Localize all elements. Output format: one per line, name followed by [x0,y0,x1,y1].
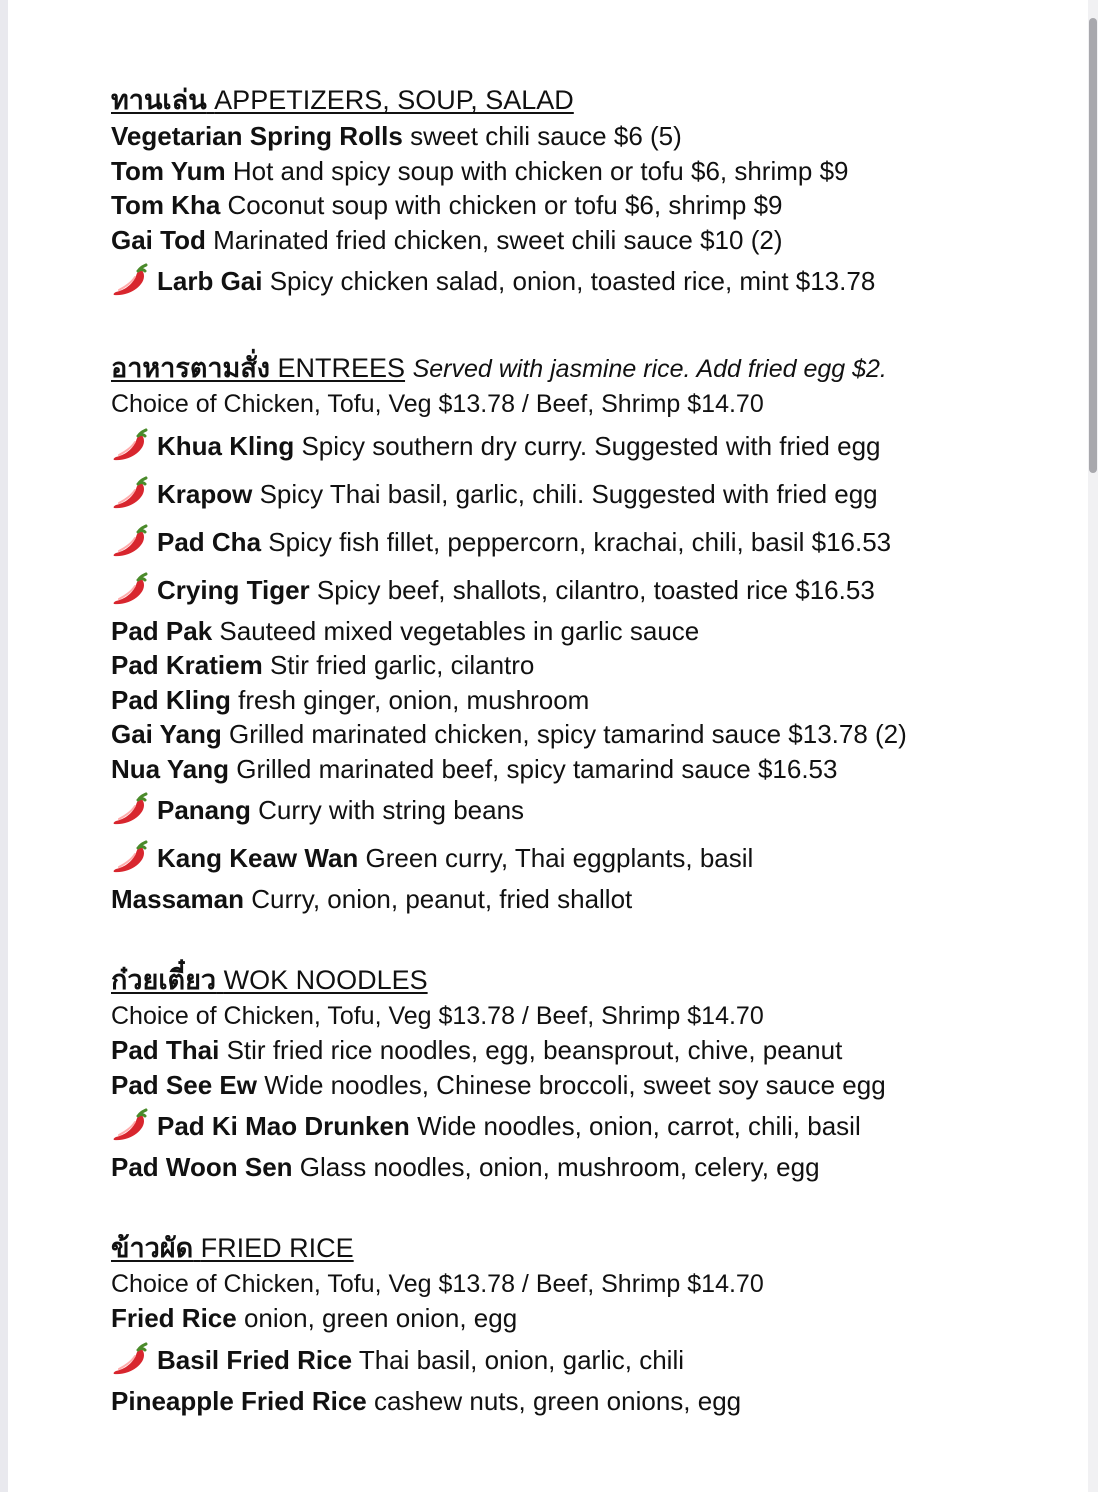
menu-item [111,257,1071,305]
menu-item-description: Marinated fried chicken, sweet chili sauce $10 (2) [213,224,783,255]
section-title [111,1233,354,1263]
menu-item-description: Spicy beef, shallots, cilantro, toasted rice $16.53 [316,574,875,605]
menu-item-description: Wide noodles, onion, carrot, chili, basil [417,1111,861,1141]
menu-item-description: Spicy Thai basil, garlic, chili. Suggested with fried egg [259,478,878,509]
menu-item-name: Crying Tiger [157,574,310,605]
section-english-title: ENTREES [277,353,406,383]
menu-item-text [111,616,699,646]
menu-item-description: Coconut soup with chicken or tofu $6, shrimp $9 [227,190,783,220]
menu-item-name: Pad Woon Sen [111,1152,293,1182]
menu-item-text [111,719,907,749]
section-title [111,965,428,995]
section-gap [111,1185,1071,1230]
section-thai-title: อาหารตามสั่ง [111,353,270,384]
menu-item-name: Pineapple Fried Rice [111,1385,367,1416]
menu-item-description: Spicy fish fillet, peppercorn, krachai, chili, basil $16.53 [268,526,892,557]
menu-item-text [111,1035,842,1065]
menu-item-description: onion, green onion, egg [243,1303,518,1333]
chili-pepper-icon [111,524,149,560]
chili-pepper-icon [111,840,149,876]
menu-item [111,1301,1071,1336]
section-heading [111,962,1071,999]
menu-item-text [111,1070,886,1100]
menu-item-name: Vegetarian Spring Rolls [111,121,403,151]
menu-item-name: Massaman [111,884,244,914]
menu-item-description: Grilled marinated beef, spicy tamarind sauce $16.53 [236,753,838,784]
menu-item-text [111,884,632,914]
menu-item-name: Fried Rice [111,1303,237,1333]
menu-item-name: Pad See Ew [111,1069,257,1100]
menu-item-description: Wide noodles, Chinese broccoli, sweet soy sauce egg [264,1069,886,1100]
menu-item [111,786,1071,834]
protein-choice-line: Choice of Chicken, Tofu, Veg $13.78 / Beef, Shrimp $14.70 [111,1269,764,1298]
menu-item-text [111,156,849,186]
section-heading [111,1230,1071,1267]
menu-item [111,422,1071,470]
menu-item [111,470,1071,518]
menu-item-text [111,1386,741,1416]
scrollbar-thumb[interactable] [1089,18,1097,473]
menu-item [111,566,1071,614]
menu-item [111,717,1071,752]
section-thai-title: ทานเล่น [111,85,207,116]
menu-item-text [111,121,682,151]
menu-item-description: Spicy southern dry curry. Suggested with fried egg [301,430,881,461]
menu-item-name: Kang Keaw Wan [157,843,359,873]
menu-item [111,1336,1071,1384]
menu-item-name: Pad Kratiem [111,650,263,680]
menu-item-description: Green curry, Thai eggplants, basil [365,843,754,873]
menu-item-description: Curry with string beans [258,795,525,825]
menu-item-name: Pad Ki Mao Drunken [157,1111,410,1141]
section-thai-title: ข้าวผัด [111,1232,194,1264]
menu-item [111,1033,1071,1068]
chili-pepper-icon [111,476,149,512]
chili-pepper-icon [111,428,149,464]
menu-item-description: Stir fried garlic, cilantro [269,650,535,680]
menu-item-name: Pad Cha [157,526,262,557]
menu-item-name: Larb Gai [157,266,263,296]
menu-item [111,1384,1071,1419]
section-heading [111,82,1071,119]
menu-item-text [157,1336,684,1384]
menu-item [111,1102,1071,1150]
section-note: Served with jasmine rice. Add fried egg $2. [412,355,887,383]
menu-item-text [111,190,783,220]
menu-item-text [157,257,875,305]
section-heading [111,350,1071,387]
menu-item-text [157,1102,861,1150]
menu-item-name: Khua Kling [157,430,295,461]
menu-item-name: Pad Thai [111,1035,220,1065]
menu-item [111,188,1071,223]
menu-item-text [111,225,782,255]
menu-item-description: Glass noodles, onion, mushroom, celery, egg [299,1152,820,1182]
menu-item [111,518,1071,566]
chili-pepper-icon [111,263,149,299]
chili-pepper-icon [111,1108,149,1144]
menu-item-name: Tom Kha [111,190,221,220]
section-gap [111,917,1071,962]
menu-content [111,82,1071,1418]
menu-item-description: Grilled marinated chicken, spicy tamarind sauce $13.78 (2) [229,719,907,749]
menu-item-text [157,566,875,614]
menu-item-name: Gai Yang [111,719,222,749]
menu-item-text [111,685,589,715]
menu-item-text [157,470,878,518]
chili-pepper-icon [111,572,149,608]
menu-page [8,0,1090,1492]
section-english-title: WOK NOODLES [223,964,428,995]
scrollbar-track[interactable] [1088,0,1098,1492]
section-title [111,85,574,115]
menu-item-name: Nua Yang [111,753,230,784]
menu-item-name: Pad Kling [111,684,231,715]
menu-item-text [157,422,881,470]
menu-item-text [157,518,891,566]
protein-choice-line: Choice of Chicken, Tofu, Veg $13.78 / Beef, Shrimp $14.70 [111,390,764,418]
menu-item [111,154,1071,189]
menu-item [111,119,1071,154]
section-thai-title: ก๋วยเตี๋ยว [111,964,217,996]
section-english-title: FRIED RICE [200,1232,354,1263]
menu-item-text [111,650,534,680]
menu-item-description: fresh ginger, onion, mushroom [238,684,590,715]
section-gap [111,305,1071,350]
protein-choice-line: Choice of Chicken, Tofu, Veg $13.78 / Beef, Shrimp $14.70 [111,1001,764,1030]
menu-item-text [111,1152,820,1182]
section-title [111,353,405,383]
menu-item-description: Curry, onion, peanut, fried shallot [251,884,633,914]
menu-item-name: Pad Pak [111,615,213,646]
menu-item [111,223,1071,258]
menu-item [111,648,1071,683]
menu-item-text [111,754,837,784]
menu-item-text [157,834,753,882]
menu-item-text [157,786,524,834]
menu-item-description: cashew nuts, green onions, egg [373,1385,742,1416]
menu-item-name: Basil Fried Rice [157,1344,353,1375]
menu-item-description: Sauteed mixed vegetables in garlic sauce [219,615,700,646]
menu-item-description: Thai basil, onion, garlic, chili [358,1344,684,1375]
chili-pepper-icon [111,792,149,828]
menu-item-text [111,1303,517,1333]
menu-item-description: Spicy chicken salad, onion, toasted rice, mint $13.78 [269,266,876,296]
menu-item [111,834,1071,882]
menu-item [111,1068,1071,1103]
menu-item-name: Gai Tod [111,224,206,255]
menu-item-description: Hot and spicy soup with chicken or tofu $6, shrimp $9 [232,155,849,186]
menu-item-name: Panang [157,795,251,825]
menu-item-description: sweet chili sauce $6 (5) [410,121,682,151]
menu-item [111,1150,1071,1185]
menu-item [111,614,1071,649]
section-english-title: APPETIZERS, SOUP, SALAD [214,85,574,115]
menu-item [111,683,1071,718]
menu-item-name: Krapow [157,478,253,509]
menu-item [111,882,1071,917]
menu-item-description: Stir fried rice noodles, egg, beansprout, chive, peanut [226,1035,843,1065]
menu-item [111,752,1071,787]
chili-pepper-icon [111,1342,149,1378]
menu-item-name: Tom Yum [111,155,226,186]
